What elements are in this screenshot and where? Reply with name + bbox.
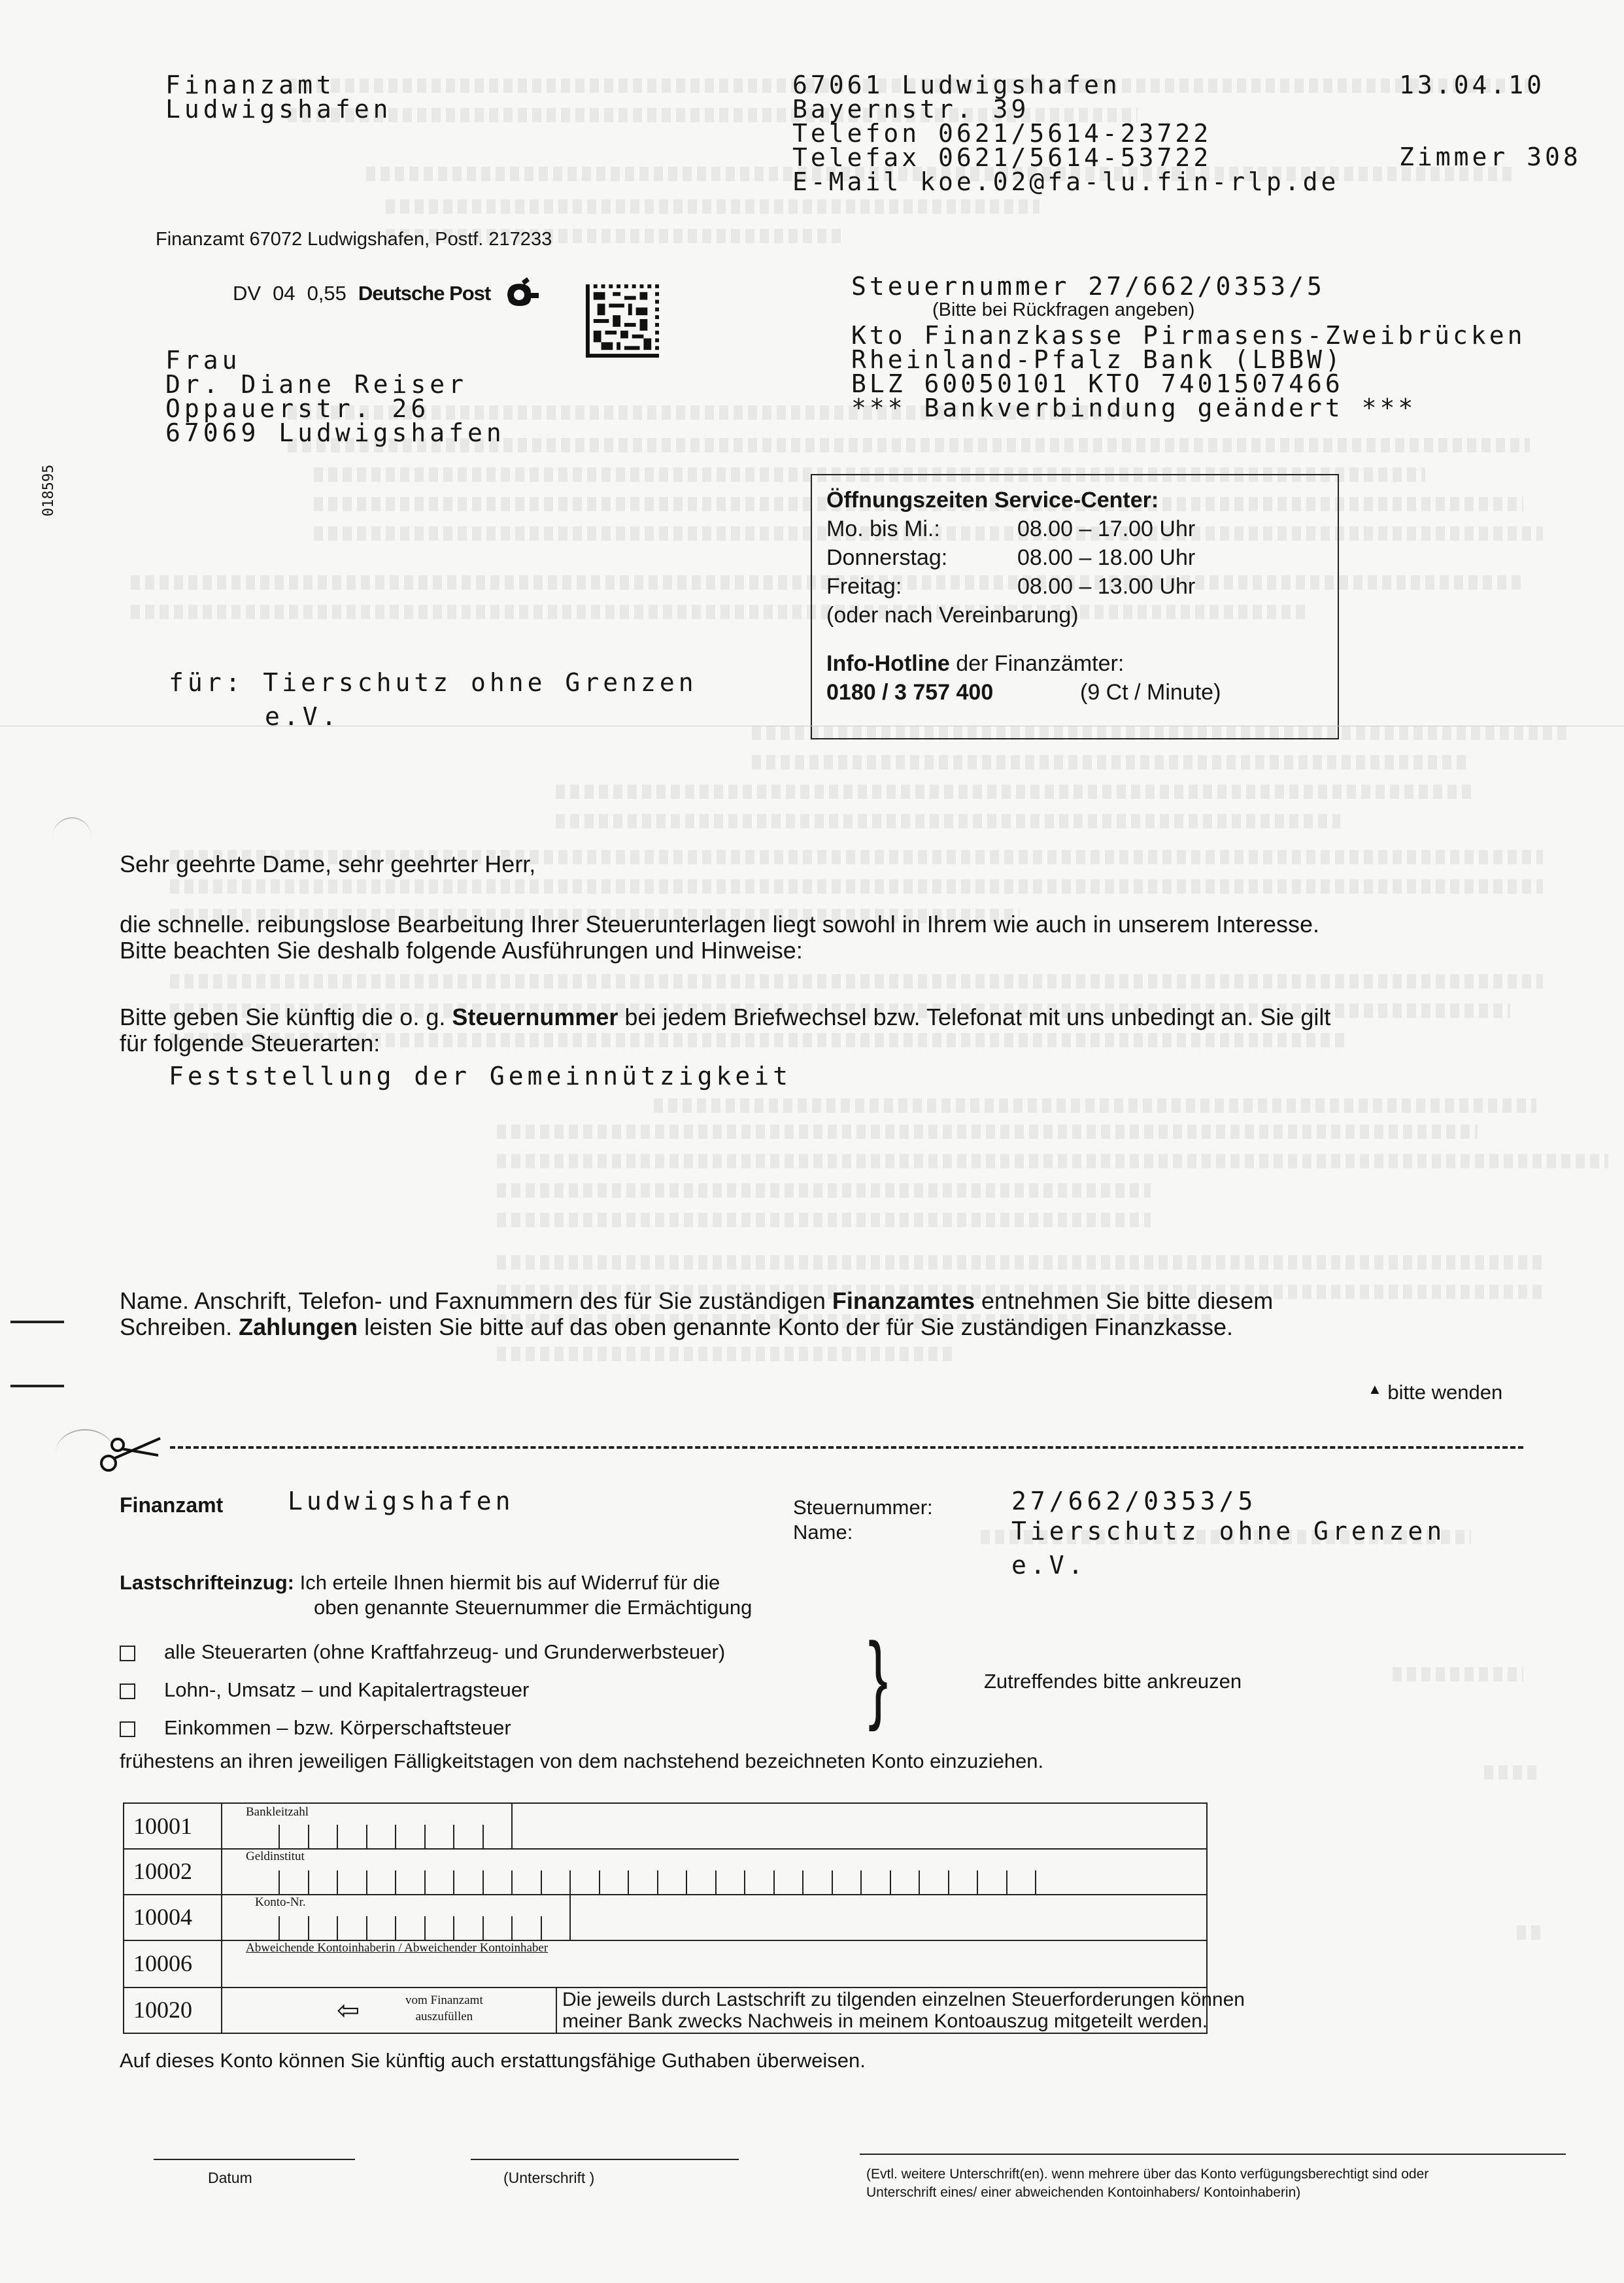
due-date-text: frühestens an ihren jeweiligen Fälligkeitstagen von dem nachstehend bezeichneten Konto einzuziehen. [120, 1750, 1044, 1772]
digit-box-divider [453, 1870, 454, 1894]
direct-debit-text [120, 1570, 752, 1620]
bank-line-2: Rheinland-Pfalz Bank (LBBW) [851, 345, 1344, 374]
option-label: Lohn-, Umsatz – und Kapitalertragsteuer [164, 1678, 530, 1701]
bank-line-4: *** Bankverbindung geändert *** [851, 394, 1417, 422]
date-label: Datum [208, 2169, 252, 2186]
opening-row-friday [826, 572, 1323, 601]
option-all-taxes[interactable] [120, 1633, 725, 1671]
hotline-rest: der Finanzämter: [949, 651, 1125, 676]
hotline-row [826, 678, 1323, 707]
opening-time: 08.00 – 18.00 Uhr [1017, 545, 1196, 570]
refund-note: Auf dieses Konto können Sie künftig auch erstattungsfähige Guthaben überweisen. [120, 2049, 866, 2072]
digit-box-divider [424, 1916, 426, 1940]
grid-row-bank-name[interactable] [124, 1848, 1206, 1895]
post-horn-icon [502, 277, 541, 310]
cut-line [170, 1446, 1523, 1449]
additional-signature-note [866, 2165, 1429, 2202]
postage-dv: DV [233, 282, 262, 305]
hotline-price: (9 Ct / Minute) [1080, 680, 1221, 705]
digit-box-divider [366, 1870, 367, 1894]
office-use-label-2: auszufüllen [415, 2010, 473, 2023]
fold-mark [10, 1385, 64, 1387]
grid-row-account-holder[interactable] [124, 1940, 1206, 1988]
digit-box-end [511, 1804, 513, 1848]
grid-row-label: Geldinstitut [246, 1850, 305, 1863]
phone-number: Telefon 0621/5614-23722 [792, 119, 1212, 148]
text-bold-steuernummer: Steuernummer [452, 1004, 618, 1030]
digit-box-divider [395, 1916, 396, 1940]
digit-box-divider [890, 1870, 891, 1894]
paragraph-tax-number-line-2: für folgende Steuerarten: [120, 1030, 381, 1057]
room-number: Zimmer 308 [1399, 143, 1582, 171]
form-name-label: Name: [793, 1521, 853, 1544]
digit-box-end [569, 1894, 571, 1940]
bank-line-1: Kto Finanzkasse Pirmasens-Zweibrücken [851, 321, 1526, 350]
form-name-value-1: Tierschutz ohne Grenzen [1011, 1517, 1446, 1546]
bank-notice-line-2: meiner Bank zwecks Nachweis in meinem Kontoauszug mitgeteilt werden. [562, 2010, 1208, 2032]
sender-return-address: Finanzamt 67072 Ludwigshafen, Postf. 217233 [156, 229, 552, 250]
brace-note: Zutreffendes bitte ankreuzen [984, 1670, 1242, 1693]
hotline-number: 0180 / 3 757 400 [826, 680, 994, 705]
digit-box-divider [279, 1825, 280, 1848]
tax-number-hint: (Bitte bei Rückfragen angeben) [932, 299, 1195, 320]
grid-row-code: 10006 [124, 1940, 222, 1987]
digit-box-divider [308, 1825, 309, 1848]
digit-box-divider [395, 1870, 396, 1894]
digit-box-divider [482, 1870, 484, 1894]
direct-debit-text-2: oben genannte Steuernummer die Ermächtigung [314, 1596, 753, 1619]
digit-box-divider [628, 1870, 629, 1894]
bank-details [851, 321, 1526, 422]
bank-line-3: BLZ 60050101 KTO 7401507466 [851, 369, 1344, 398]
digit-box-divider [395, 1825, 396, 1848]
paragraph-payments [120, 1288, 1558, 1340]
recipient-street: Oppauerstr. 26 [165, 394, 430, 423]
paragraph-payments-line-2 [120, 1314, 1558, 1340]
digit-box-divider [482, 1825, 484, 1848]
digit-box-divider [308, 1916, 309, 1940]
form-steuernummer-value: 27/662/0353/5 [1011, 1487, 1257, 1515]
digit-box-divider [541, 1870, 542, 1894]
text-bold-finanzamtes: Finanzamtes [832, 1287, 975, 1314]
digit-box-divider [511, 1870, 513, 1894]
digit-box-divider [337, 1916, 338, 1940]
email-address: E-Mail koe.02@fa-lu.fin-rlp.de [792, 167, 1340, 196]
digit-box-divider [569, 1870, 571, 1894]
digit-box-divider [1035, 1870, 1036, 1894]
office-line-1: Finanzamt [165, 71, 335, 99]
grid-row-code: 10002 [124, 1848, 222, 1894]
form-name-value-2: e.V. [1011, 1551, 1087, 1580]
signature-label: (Unterschrift ) [503, 2169, 595, 2186]
fold-mark [10, 1321, 64, 1323]
digit-box-divider [337, 1870, 338, 1894]
digit-box-divider [511, 1916, 513, 1940]
recipient-salutation: Frau [165, 346, 241, 375]
paragraph-intro-line-1: die schnelle. reibungslose Bearbeitung Ihrer Steuerunterlagen liegt sowohl in Ihrem wie auch in unserem Interesse. [120, 911, 1320, 938]
digit-box-divider [308, 1870, 309, 1894]
postage-imprint [233, 277, 541, 310]
office-use-label-1: vom Finanzamt [405, 1993, 483, 2007]
service-center-box [811, 474, 1339, 739]
hotline-bold: Info-Hotline [826, 651, 950, 676]
paragraph-intro [120, 911, 1558, 964]
option-label: Einkommen – bzw. Körperschaftsteuer [164, 1716, 511, 1739]
text-segment: Schreiben. [120, 1313, 239, 1340]
turn-over-text: bitte wenden [1387, 1381, 1503, 1404]
opening-note: (oder nach Vereinbarung) [826, 603, 1079, 628]
text-segment: leisten Sie bitte auf das oben genannte Konto der für Sie zuständigen Finanzkasse. [358, 1313, 1233, 1340]
date-signature-line[interactable] [154, 2159, 355, 2160]
text-bold-zahlungen: Zahlungen [239, 1313, 358, 1340]
digit-box-divider [337, 1825, 338, 1848]
digit-box-divider [860, 1870, 862, 1894]
signature-line[interactable] [471, 2159, 739, 2160]
digit-box-divider [279, 1916, 280, 1940]
side-reference-code: 018595 [41, 464, 57, 516]
opening-day: Freitag: [826, 574, 902, 599]
digit-box-divider [453, 1916, 454, 1940]
digit-box-divider [832, 1870, 833, 1894]
office-use-label [405, 1992, 483, 2025]
bank-notice [562, 1989, 1245, 2032]
text-segment: Name. Anschrift, Telefon- und Faxnummern des für Sie zuständigen [120, 1287, 832, 1314]
digit-box-divider [948, 1870, 949, 1894]
recipient-city: 67069 Ludwigshafen [165, 418, 505, 447]
form-finanzamt-label: Finanzamt [120, 1493, 224, 1517]
scissors-icon [98, 1429, 163, 1475]
recipient-address [165, 348, 505, 445]
option-checkbox[interactable] [120, 1721, 135, 1737]
paragraph-intro-line-2: Bitte beachten Sie deshalb folgende Ausführungen und Hinweise: [120, 937, 803, 964]
cell-divider [556, 1987, 557, 2033]
opening-time: 08.00 – 17.00 Uhr [1017, 516, 1196, 541]
option-payroll-sales-capital[interactable] [120, 1671, 725, 1709]
grid-row-code: 10004 [124, 1894, 222, 1940]
digit-box-divider [366, 1825, 367, 1848]
digit-box-divider [686, 1870, 687, 1894]
tax-type-options [120, 1633, 725, 1747]
form-steuernummer-label: Steuernummer: [793, 1496, 933, 1519]
paragraph-payments-line-1 [120, 1288, 1558, 1314]
digit-box-divider [599, 1870, 600, 1894]
tax-number-line: Steuernummer 27/662/0353/5 [851, 272, 1325, 301]
grid-row-label: Bankleitzahl [246, 1805, 309, 1819]
direct-debit-label: Lastschrifteinzug: [120, 1571, 294, 1594]
address-city: 67061 Ludwigshafen [792, 71, 1121, 99]
grid-row-code: 10020 [124, 1987, 222, 2033]
brace-symbol: } [868, 1622, 888, 1732]
grid-row-code: 10001 [124, 1804, 222, 1848]
bank-notice-line-1: Die jeweils durch Lastschrift zu tilgenden einzelnen Steuerforderungen können [562, 1989, 1245, 2010]
opening-day: Donnerstag: [826, 545, 948, 570]
digit-box-divider [482, 1916, 484, 1940]
form-finanzamt-value: Ludwigshafen [288, 1487, 515, 1515]
paragraph-tax-number [120, 1004, 1558, 1057]
digit-box-divider [1006, 1870, 1007, 1894]
for-organisation-line-2: e.V. [265, 702, 341, 731]
arrow-left-icon: ⇦ [337, 1994, 360, 2026]
digit-box-divider [744, 1870, 745, 1894]
grid-row-label: Abweichende Kontoinhaberin / Abweichender Kontoinhaber [246, 1941, 549, 1955]
for-organisation-line-1: für: Tierschutz ohne Grenzen [169, 668, 698, 697]
grid-row-label: Konto-Nr. [255, 1895, 306, 1909]
tax-type: Feststellung der Gemeinnützigkeit [169, 1062, 792, 1091]
paragraph-tax-number-line-1 [120, 1004, 1558, 1030]
office-address [792, 73, 1339, 194]
digit-box-divider [366, 1916, 367, 1940]
text-segment: entnehmen Sie bitte diesem [974, 1287, 1274, 1314]
digit-box-divider [802, 1870, 804, 1894]
digit-box-divider [773, 1870, 775, 1894]
digit-box-divider [453, 1825, 454, 1848]
postage-number: 04 [273, 282, 296, 305]
text-segment: bei jedem Briefwechsel bzw. Telefonat mit uns unbedingt an. Sie gilt [618, 1004, 1331, 1030]
opening-row-mon-wed [826, 515, 1323, 543]
option-checkbox[interactable] [120, 1683, 135, 1699]
grid-row-bank-code[interactable] [124, 1804, 1206, 1850]
digit-box-divider [919, 1870, 920, 1894]
address-street: Bayernstr. 39 [792, 95, 1030, 124]
additional-signature-note-1: (Evtl. weitere Unterschrift(en). wenn mehrere über das Konto verfügungsberechtigt sind oder [866, 2167, 1429, 2182]
opening-row-thursday [826, 543, 1323, 572]
digit-box-divider [279, 1870, 280, 1894]
digit-box-divider [541, 1916, 542, 1940]
hotline-label [826, 649, 1323, 678]
service-center-title: Öffnungszeiten Service-Center: [826, 488, 1159, 513]
opening-time: 08.00 – 13.00 Uhr [1017, 574, 1196, 599]
letter-greeting: Sehr geehrte Dame, sehr geehrter Herr, [120, 851, 536, 877]
fax-number: Telefax 0621/5614-53722 [792, 143, 1212, 172]
datamatrix-code [585, 284, 660, 358]
turn-over-note: ▲ bitte wenden [1368, 1381, 1503, 1404]
digit-box-divider [424, 1870, 426, 1894]
opening-day: Mo. bis Mi.: [826, 516, 940, 541]
option-label: alle Steuerarten (ohne Kraftfahrzeug- und Grunderwerbsteuer) [164, 1640, 726, 1663]
digit-box-divider [424, 1825, 426, 1848]
carrier-name: Deutsche Post [358, 282, 491, 305]
option-income-corporate[interactable] [120, 1709, 725, 1747]
direct-debit-text-1: Ich erteile Ihnen hiermit bis auf Widerruf für die [294, 1571, 720, 1594]
letter-date: 13.04.10 [1399, 71, 1546, 99]
grid-row-account-number[interactable] [124, 1894, 1206, 1941]
text-segment: Bitte geben Sie künftig die o. g. [120, 1004, 452, 1030]
office-line-2: Ludwigshafen [165, 95, 392, 124]
additional-signature-note-2: Unterschrift eines/ einer abweichenden Kontoinhabers/ Kontoinhaberin) [866, 2185, 1301, 2200]
option-checkbox[interactable] [120, 1646, 135, 1661]
digit-box-divider [977, 1870, 978, 1894]
postage-amount: 0,55 [307, 282, 347, 305]
additional-signature-line[interactable] [860, 2154, 1566, 2155]
digit-box-divider [715, 1870, 717, 1894]
recipient-name: Dr. Diane Reiser [165, 370, 468, 399]
office-name [165, 73, 392, 122]
digit-box-divider [657, 1870, 658, 1894]
punch-hole-mark [52, 817, 92, 858]
